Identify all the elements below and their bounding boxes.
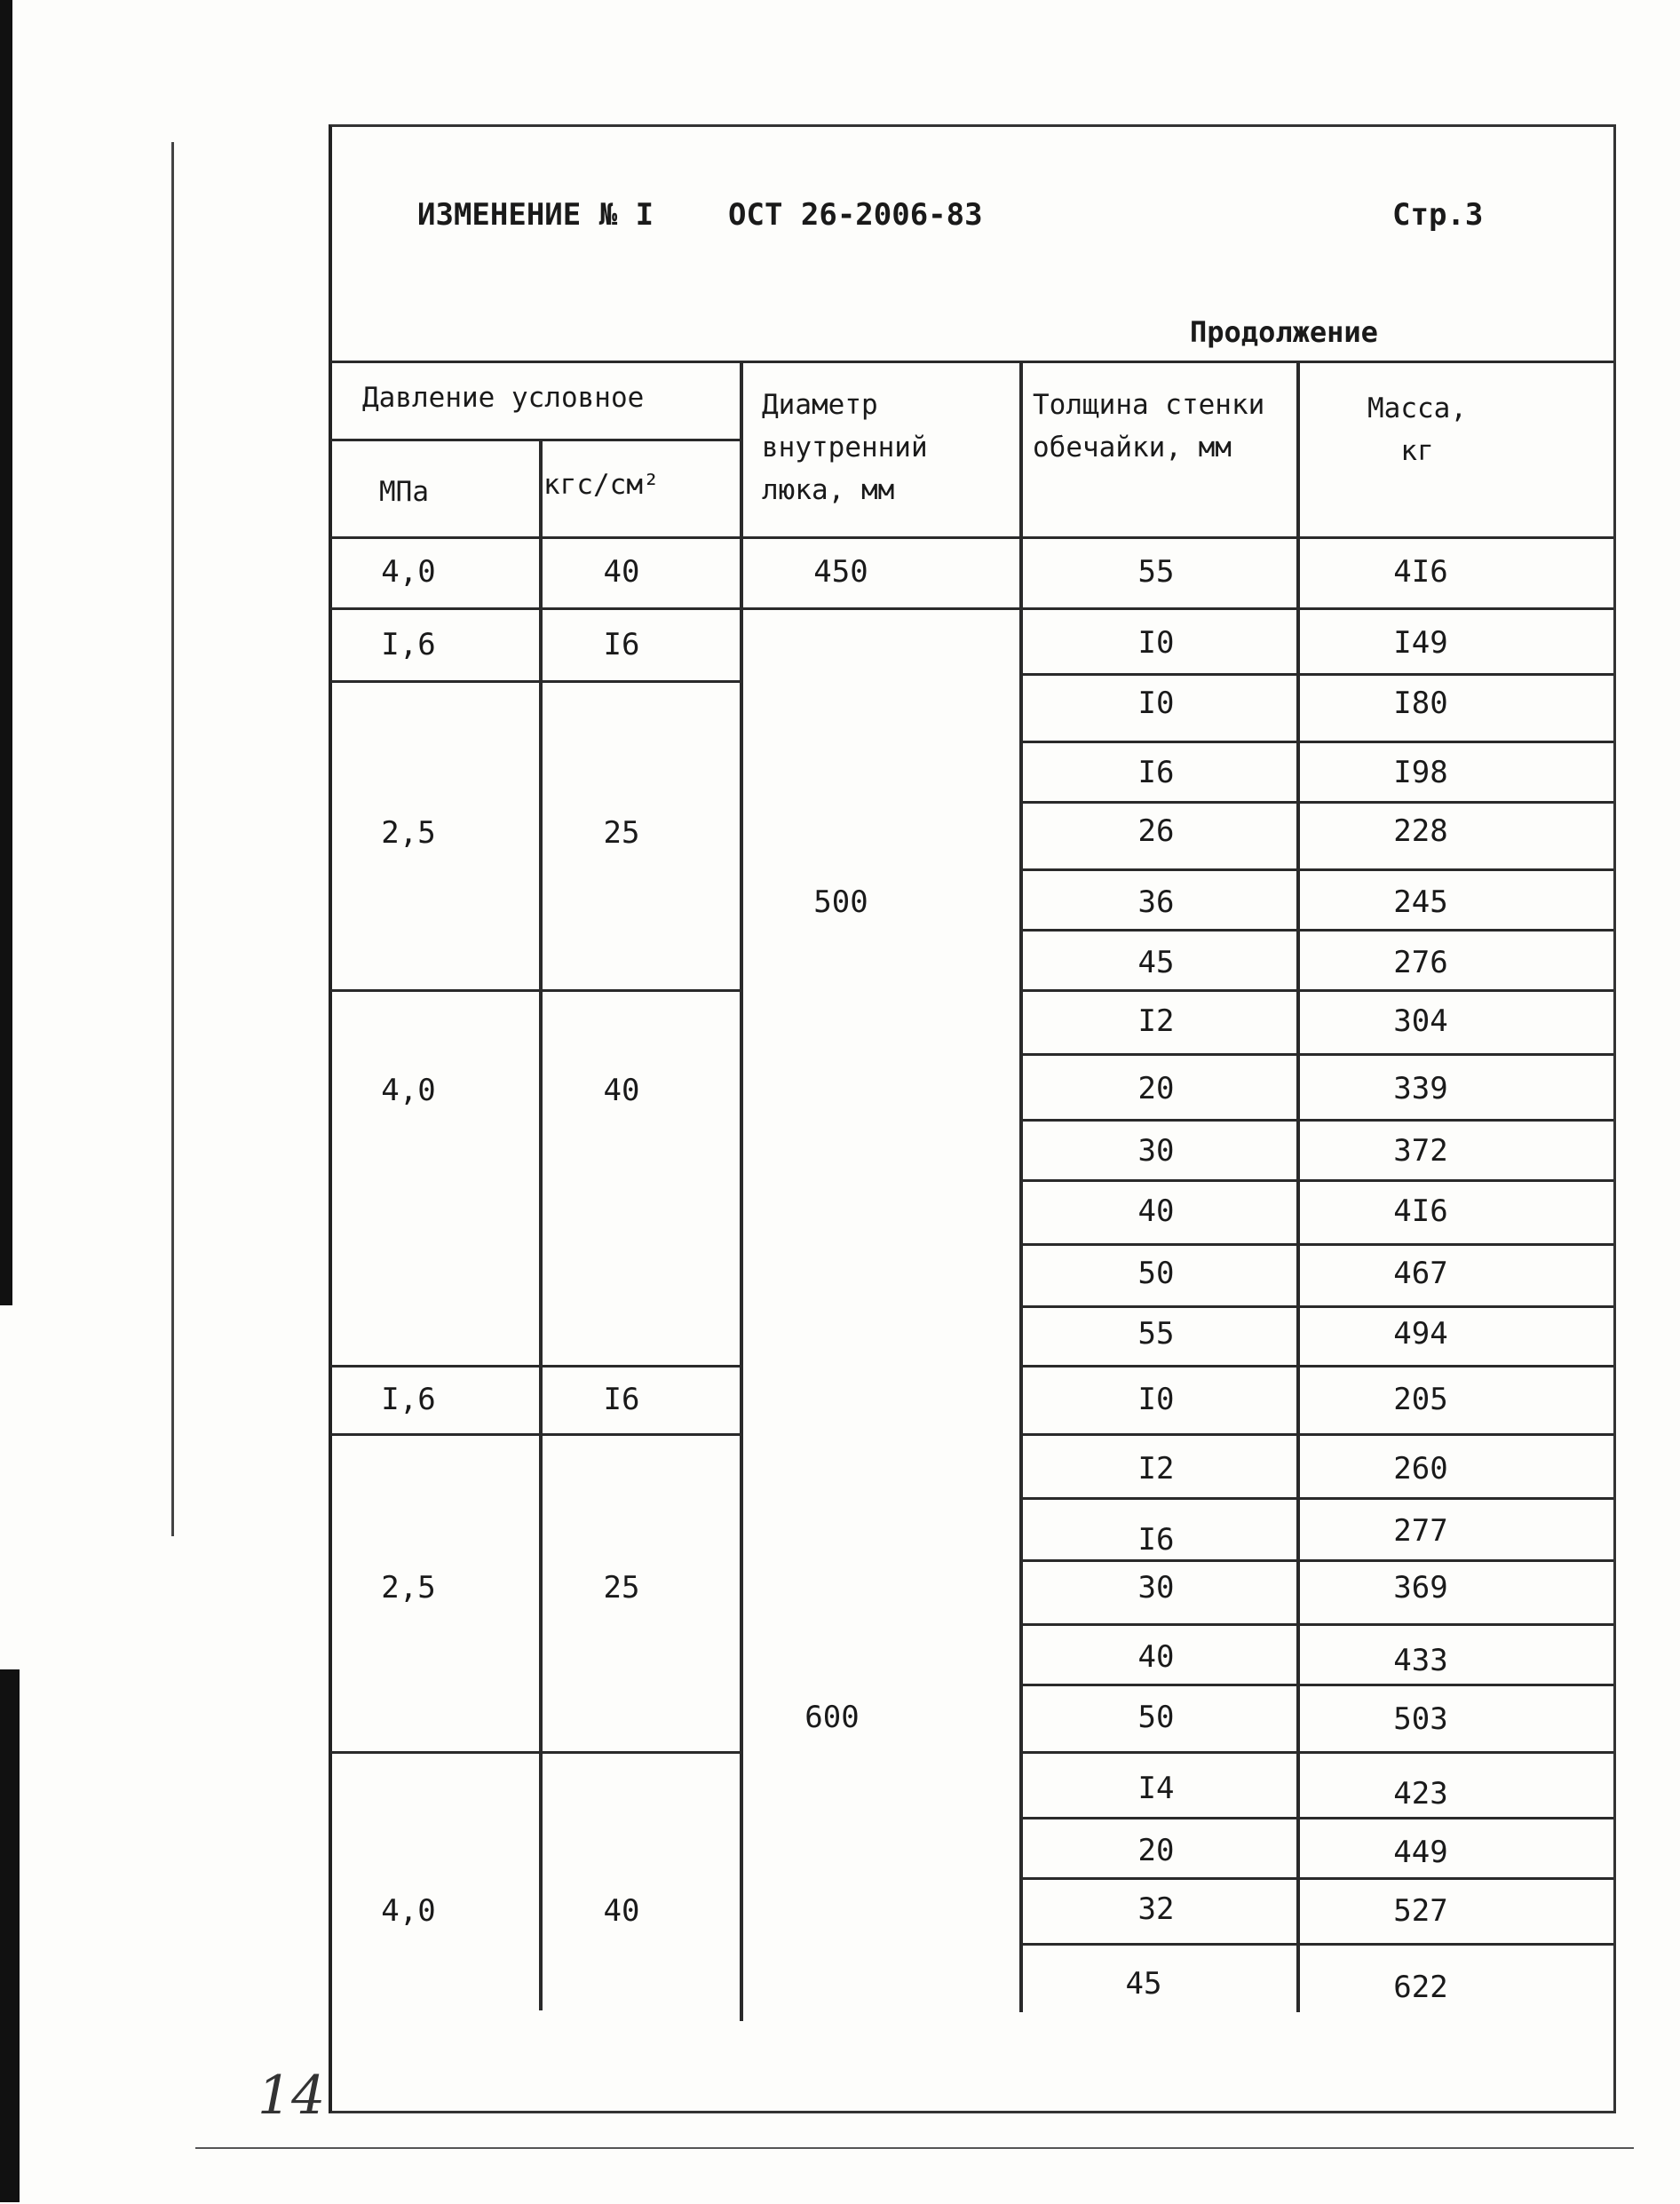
row-rule [1019,1365,1613,1368]
thickness-value: 36 [1137,884,1175,920]
thickness-value: 20 [1137,1833,1175,1868]
kgf-value: 40 [603,1073,640,1108]
row-rule [1019,607,1613,610]
scan-edge-upper [0,0,12,1305]
mass-value: 372 [1393,1133,1448,1169]
row-rule [1019,1559,1613,1562]
group-rule [330,989,741,992]
pressure-sub-rule [330,439,741,441]
pressure-heading: Давление условное [362,382,645,414]
mass-value: 4I6 [1393,1193,1448,1229]
mpa-value: I,6 [381,627,436,662]
row-rule [1019,1243,1613,1246]
row-rule [1019,1684,1613,1686]
row-rule [1019,1119,1613,1122]
row-rule [1019,741,1613,743]
thickness-value: 50 [1137,1700,1175,1735]
mass-value: I98 [1393,755,1448,790]
change-number: ИЗМЕНЕНИЕ № I [417,197,654,233]
thickness-value: I4 [1137,1771,1175,1806]
thickness-value: 55 [1137,554,1175,590]
thickness-value: I6 [1137,755,1175,790]
mass-value: 369 [1393,1570,1448,1605]
thickness-value: I2 [1137,1003,1175,1039]
mass-value: 527 [1393,1893,1448,1929]
margin-mark: 14 [258,2065,326,2127]
row-rule [1019,1751,1613,1754]
group-rule [330,680,741,683]
group-rule [330,1365,741,1368]
mass-value: 245 [1393,884,1448,920]
thickness-value: 20 [1137,1071,1175,1106]
mass-value: 339 [1393,1071,1448,1106]
kgf-value: 25 [603,1570,640,1605]
thickness-value: 40 [1137,1639,1175,1675]
kgf-value: 40 [603,1893,640,1929]
mass-value: 277 [1393,1513,1448,1549]
group-rule [330,607,741,610]
thickness-value: 50 [1137,1256,1175,1291]
kgf-value: I6 [603,627,640,662]
row-rule [1019,929,1613,932]
row-rule [1019,989,1613,992]
diameter-heading: Диаметр внутренний люка, мм [762,389,928,506]
row-rule [1019,1305,1613,1308]
thickness-heading: Толщина стенки обечайки, мм [1033,389,1265,464]
mass-value: 433 [1393,1643,1448,1678]
mass-value: 503 [1393,1701,1448,1737]
row-rule [1019,1179,1613,1182]
thickness-value: I0 [1137,625,1175,661]
thickness-value: 26 [1137,813,1175,849]
mass-value: 304 [1393,1003,1448,1039]
row-rule [1019,868,1613,871]
mpa-heading: МПа [379,476,429,508]
row-rule [1019,801,1613,804]
mass-value: 205 [1393,1382,1448,1417]
group-rule [330,1751,741,1754]
scan-edge-lower [0,1669,20,2202]
table-top-rule [330,361,1613,363]
row-rule [1019,1497,1613,1500]
row-rule [1019,1877,1613,1880]
mass-value: 423 [1393,1776,1448,1812]
page-number: Стр.3 [1392,197,1484,233]
kgf-heading: кгс/см² [543,469,660,501]
mpa-value: 4,0 [381,1073,436,1108]
kgf-value: 25 [603,815,640,851]
mpa-value: 2,5 [381,815,436,851]
thickness-value: 40 [1137,1193,1175,1229]
diameter-rule [740,607,1022,610]
row-rule [1019,1433,1613,1436]
mpa-value: 4,0 [381,554,436,590]
thickness-value: I2 [1137,1451,1175,1487]
mass-value: 276 [1393,945,1448,980]
continuation-label: Продолжение [1190,315,1378,349]
row-rule [1019,673,1613,676]
mass-value: 622 [1393,1970,1448,2005]
row-rule [1019,1053,1613,1056]
mass-value: 467 [1393,1256,1448,1291]
kgf-value: I6 [603,1382,640,1417]
thickness-value: 45 [1137,945,1175,980]
thickness-value: I0 [1137,686,1175,721]
diameter-value: 450 [813,554,868,590]
mpa-value: I,6 [381,1382,436,1417]
thickness-value: 32 [1137,1891,1175,1927]
bottom-rule [195,2147,1634,2149]
mass-value: 449 [1393,1835,1448,1870]
group-rule [330,1433,741,1436]
mass-value: 494 [1393,1316,1448,1352]
mpa-value: 4,0 [381,1893,436,1929]
row-rule [1019,1817,1613,1819]
mass-value: I49 [1393,625,1448,661]
kgf-value: 40 [603,554,640,590]
mpa-value: 2,5 [381,1570,436,1605]
col-divider-1 [539,439,543,2010]
diameter-value: 500 [813,884,868,920]
diameter-value: 600 [804,1700,860,1735]
standard-number: ОСТ 26-2006-83 [728,197,983,233]
mass-heading: Масса, кг [1367,392,1467,467]
thickness-value: 30 [1137,1133,1175,1169]
mass-value: I80 [1393,686,1448,721]
mass-value: 228 [1393,813,1448,849]
thickness-value: I6 [1137,1522,1175,1558]
mass-value: 4I6 [1393,554,1448,590]
mass-value: 260 [1393,1451,1448,1487]
header-bottom-rule [330,536,1613,539]
margin-rule [171,142,174,1536]
row-rule [1019,1943,1613,1946]
thickness-value: 45 [1125,1966,1162,2002]
thickness-value: 30 [1137,1570,1175,1605]
row-rule [1019,1623,1613,1626]
thickness-value: 55 [1137,1316,1175,1352]
thickness-value: I0 [1137,1382,1175,1417]
